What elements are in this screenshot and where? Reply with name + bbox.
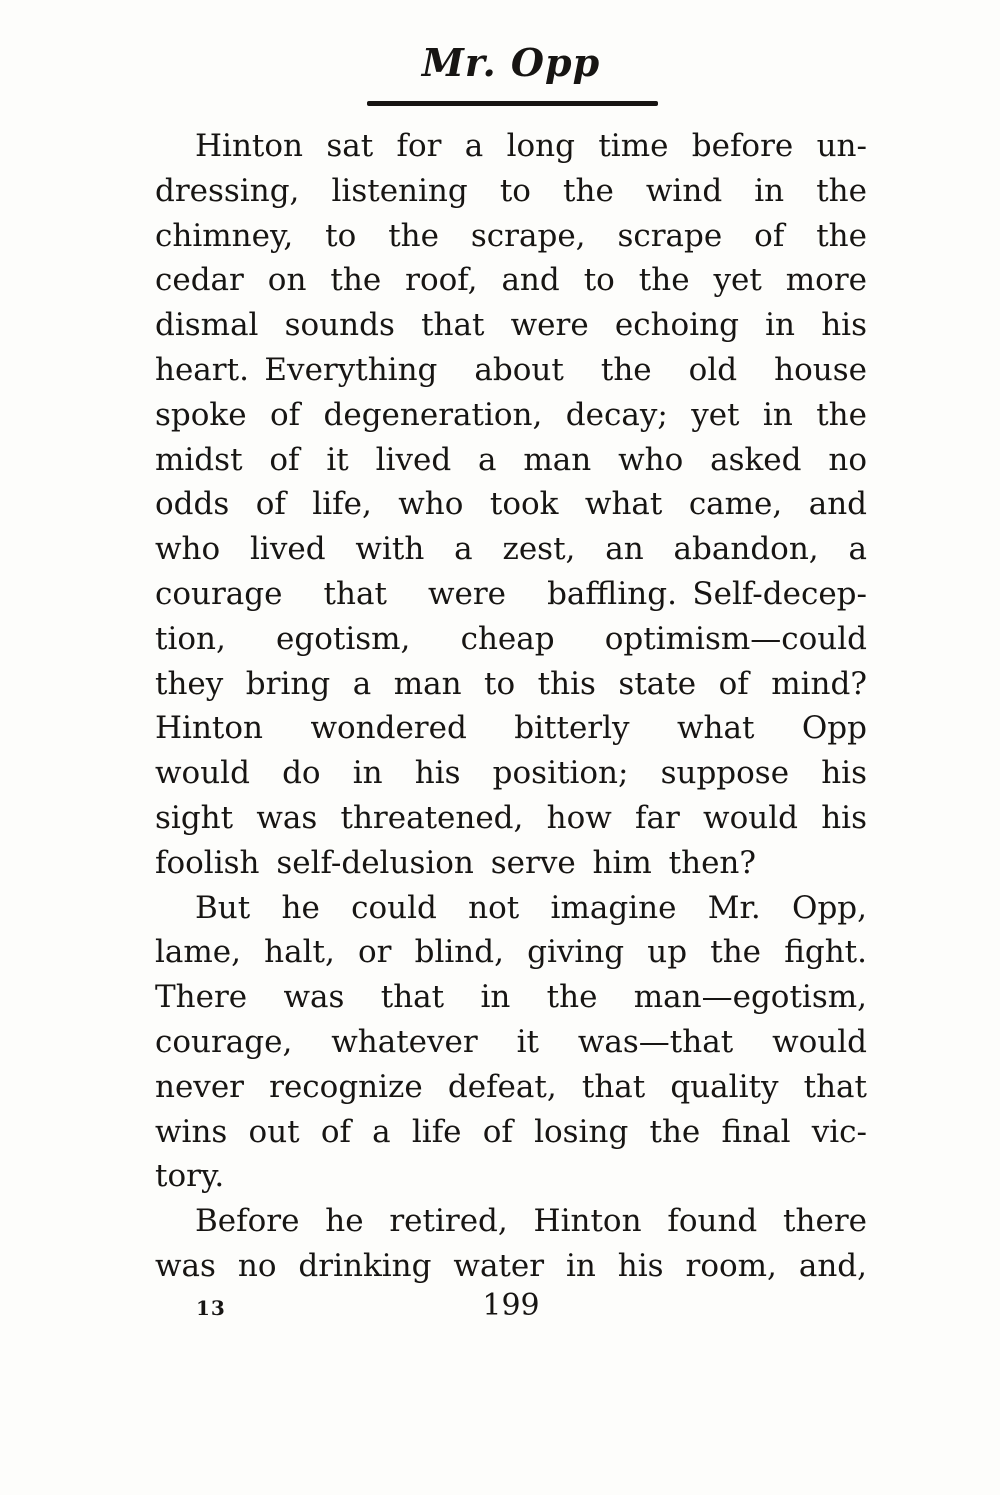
text-line: chimney, to the scrape, scrape of the xyxy=(155,217,867,254)
text-line: Hinton wondered bitterly what Opp xyxy=(155,710,867,747)
signature-mark: 13 xyxy=(196,1296,226,1320)
text-line: never recognize defeat, that quality that xyxy=(155,1068,867,1105)
text-line: who lived with a zest, an abandon, a xyxy=(155,531,867,568)
body-text xyxy=(155,124,867,1289)
text-line: odds of life, who took what came, and xyxy=(155,486,867,523)
text-line: courage that were baffling. Self-decep- xyxy=(155,575,867,612)
text-line: There was that in the man—egotism, xyxy=(155,979,867,1016)
text-line: dismal sounds that were echoing in his xyxy=(155,307,867,344)
text-line: Hinton sat for a long time before un- xyxy=(195,128,867,164)
text-line: wins out of a life of losing the final vic- xyxy=(155,1113,867,1150)
title-rule-divider xyxy=(367,101,658,106)
text-line: spoke of degeneration, decay; yet in the xyxy=(155,396,867,433)
text-line: midst of it lived a man who asked no xyxy=(155,441,867,478)
running-head-title: Mr. Opp xyxy=(421,40,601,85)
text-line: they bring a man to this state of mind? xyxy=(155,665,867,702)
text-line: sight was threatened, how far would his xyxy=(155,799,867,836)
text-line: dressing, listening to the wind in the xyxy=(155,172,867,209)
text-line: But he could not imagine Mr. Opp, xyxy=(195,889,867,926)
text-line: courage, whatever it was—that would xyxy=(155,1023,867,1060)
text-line: foolish self-delusion serve him then? xyxy=(155,844,757,881)
text-line: cedar on the roof, and to the yet more xyxy=(155,262,867,299)
text-line: was no drinking water in his room, and, xyxy=(155,1247,867,1284)
text-line: Before he retired, Hinton found there xyxy=(195,1203,867,1240)
text-line: lame, halt, or blind, giving up the fight. xyxy=(155,934,867,971)
page-number: 199 xyxy=(482,1288,540,1323)
text-line: heart. Everything about the old house xyxy=(155,351,867,388)
text-line: tory. xyxy=(155,1158,225,1195)
text-line: would do in his position; suppose his xyxy=(155,755,867,792)
text-line: tion, egotism, cheap optimism—could xyxy=(155,620,867,657)
